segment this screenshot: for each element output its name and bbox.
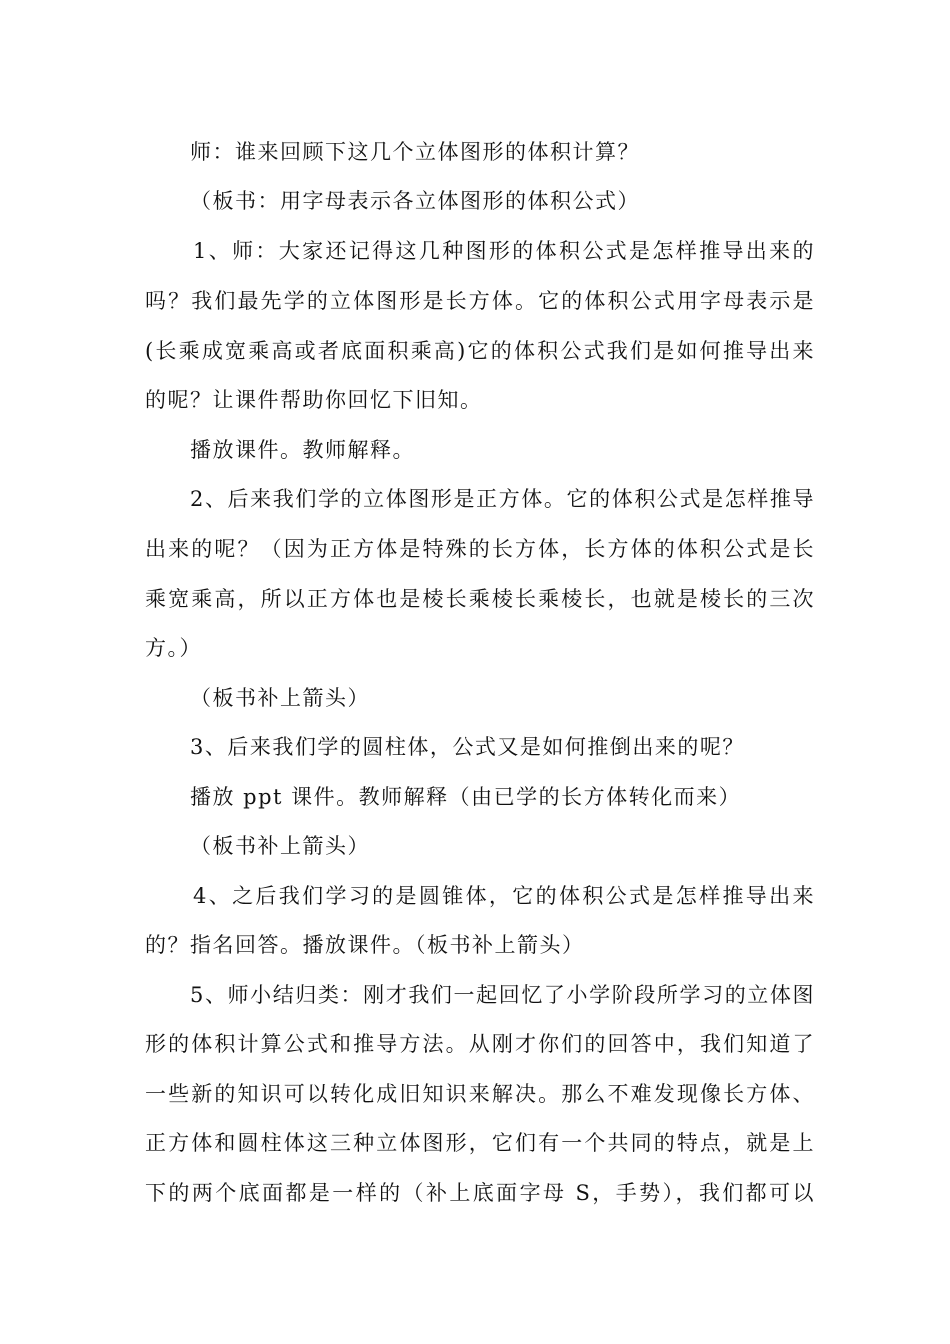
paragraph-line: 播放课件。教师解释。 xyxy=(190,438,415,462)
paragraph-line: 师：谁来回顾下这几个立体图形的体积计算？ xyxy=(190,140,640,164)
paragraph-line: (长乘成宽乘高或者底面积乘高)它的体积公式我们是如何推导出来 xyxy=(145,339,815,363)
paragraph-line: （板书：用字母表示各立体图形的体积公式） xyxy=(190,189,640,213)
paragraph-line: 形的体积计算公式和推导方法。从刚才你们的回答中，我们知道了 xyxy=(145,1032,815,1056)
paragraph-line: 的呢？让课件帮助你回忆下旧知。 xyxy=(145,388,483,412)
paragraph-line: 2、后来我们学的立体图形是正方体。它的体积公式是怎样推导 xyxy=(190,487,815,511)
paragraph-line: 的？指名回答。播放课件。（板书补上箭头） xyxy=(145,933,585,957)
paragraph-line: 3、后来我们学的圆柱体，公式又是如何推倒出来的呢？ xyxy=(190,735,745,759)
paragraph-line: 一些新的知识可以转化成旧知识来解决。那么不难发现像长方体、 xyxy=(145,1082,815,1106)
paragraph-line: 出来的呢？（因为正方体是特殊的长方体，长方体的体积公式是长 xyxy=(145,537,815,561)
paragraph-line: （板书补上箭头） xyxy=(190,686,370,710)
paragraph-line: 吗？我们最先学的立体图形是长方体。它的体积公式用字母表示是 xyxy=(145,289,815,313)
paragraph-line: 5、师小结归类：刚才我们一起回忆了小学阶段所学习的立体图 xyxy=(190,983,815,1007)
paragraph-line: 1、师：大家还记得这几种图形的体积公式是怎样推导出来的 xyxy=(193,239,815,263)
paragraph-line: 方。） xyxy=(145,636,202,660)
paragraph-line: 正方体和圆柱体这三种立体图形，它们有一个共同的特点，就是上 xyxy=(145,1131,815,1155)
paragraph-line: 4、之后我们学习的是圆锥体，它的体积公式是怎样推导出来 xyxy=(193,884,815,908)
paragraph-line: 播放 ppt 课件。教师解释（由已学的长方体转化而来） xyxy=(190,785,742,809)
paragraph-line: 乘宽乘高，所以正方体也是棱长乘棱长乘棱长，也就是棱长的三次 xyxy=(145,587,815,611)
paragraph-line: （板书补上箭头） xyxy=(190,834,370,858)
paragraph-line: 下的两个底面都是一样的（补上底面字母 S，手势），我们都可以 xyxy=(145,1181,815,1205)
